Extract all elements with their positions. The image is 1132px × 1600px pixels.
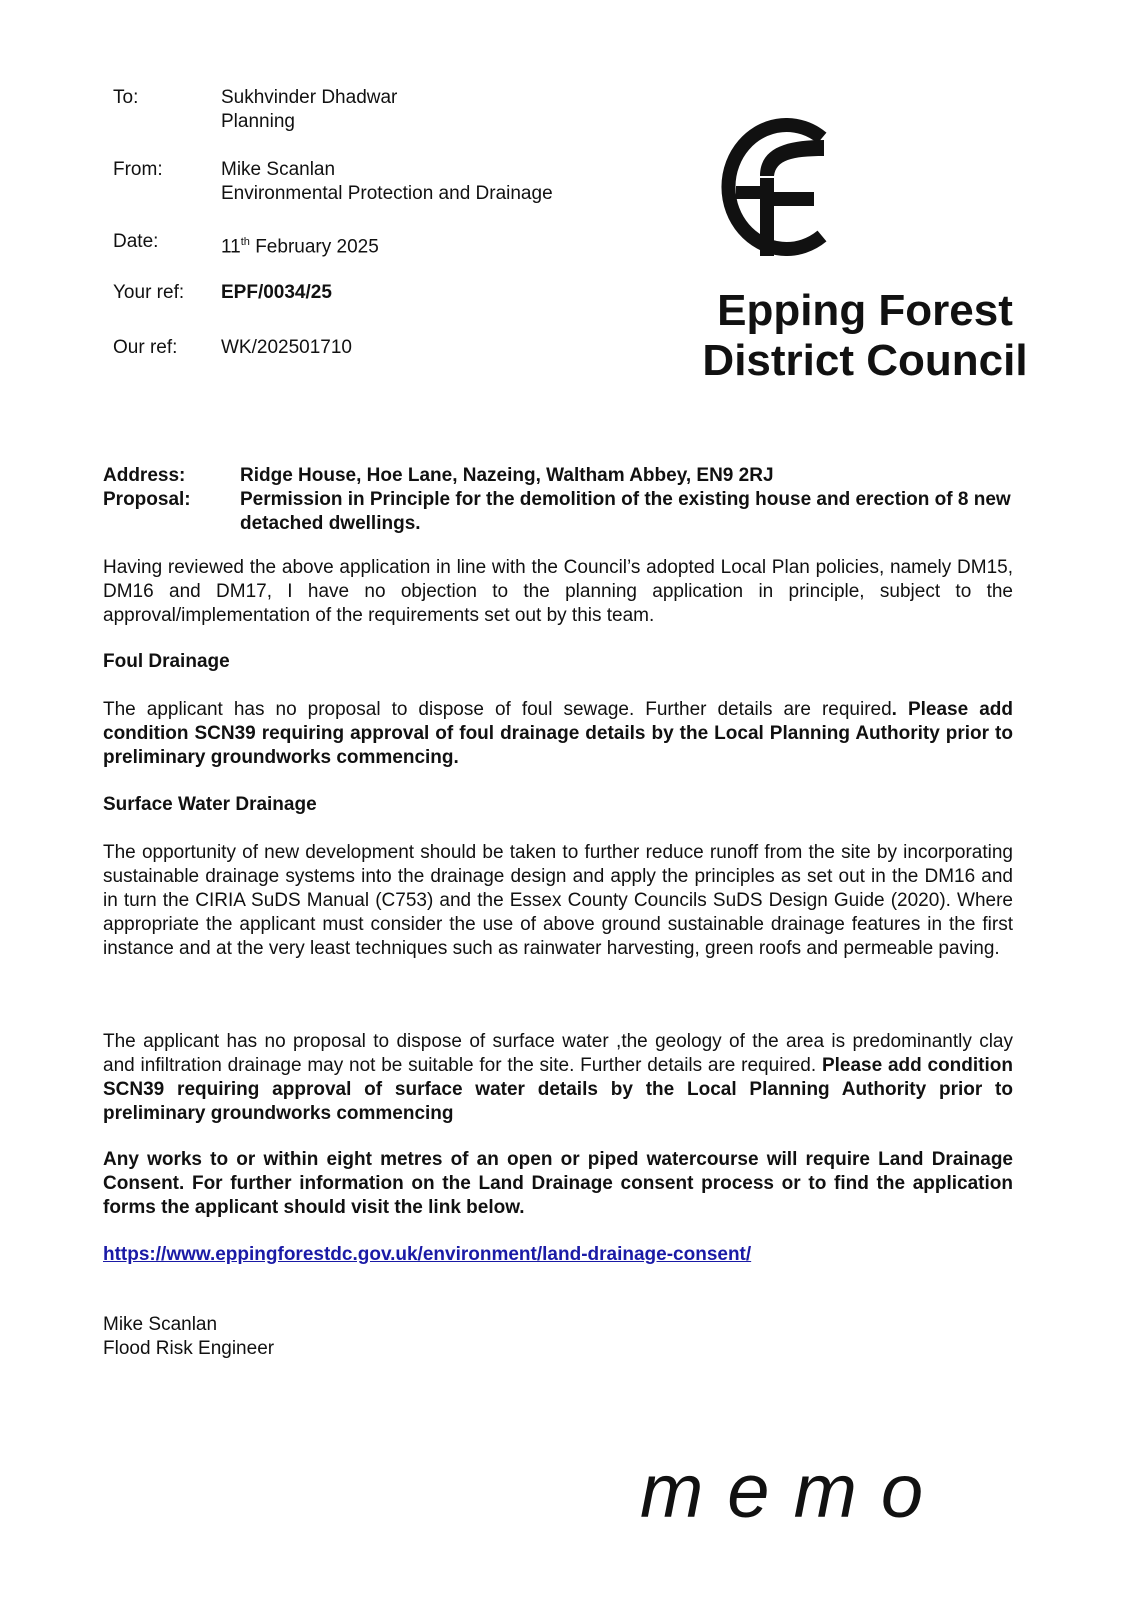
foul-drainage-heading: Foul Drainage — [103, 651, 230, 672]
proposal-value: Permission in Principle for the demolition of the existing house and erection of 8 new detached dwellings. — [240, 489, 1011, 534]
date-label: Date: — [113, 231, 159, 252]
surface-water-paragraph: The opportunity of new development should be taken to further reduce runoff from the site by incorporating sustainable drainage systems into the drainage design and apply the principles as set out in the DM16 and in turn the CIRIA SuDS Manual (C753) and the Essex County Councils SuDS Design Guide (2020). Where appropriate the applicant must consider the use of above ground sustainable drainage features in the first instance and at the very least techniques such as rainwater harvesting, green roofs and permeable paving. — [103, 842, 1013, 959]
from-dept: Environmental Protection and Drainage — [221, 183, 553, 204]
intro-paragraph: Having reviewed the above application in line with the Council’s adopted Local Plan policies, namely DM15, DM16 and DM17, I have no objection to the planning application in principle, subject to the approval/implementation of the requirements set out by this team. — [103, 557, 1013, 626]
surface-water-text-2: The applicant has no proposal to dispose of surface water ,the geology of the area is predominantly clay and infiltration drainage may not be suitable for the site. Further details are required. — [103, 1031, 1013, 1076]
proposal-label: Proposal: — [103, 489, 191, 510]
date-value — [221, 230, 379, 259]
your-ref-label: Your ref: — [113, 282, 185, 303]
land-drainage-consent-paragraph: Any works to or within eight metres of an open or piped watercourse will require Land Drainage Consent. For further information on the Land Drainage consent process or to find the application forms the applicant should visit the link below. — [103, 1149, 1013, 1218]
memo-footer: memo — [640, 1449, 948, 1534]
council-logo-icon — [716, 118, 832, 256]
foul-drainage-paragraph — [103, 698, 1013, 770]
date-rest: February 2025 — [249, 236, 379, 258]
address-label: Address: — [103, 465, 186, 486]
to-name: Sukhvinder Dhadwar — [221, 87, 398, 108]
from-label: From: — [113, 159, 163, 180]
from-name: Mike Scanlan — [221, 159, 336, 180]
foul-drainage-condition: . Please add condition SCN39 requiring approval of foul drainage details by the Local Planning Authority prior to preliminary groundworks commencing. — [103, 699, 1013, 768]
foul-drainage-text: The applicant has no proposal to dispose of foul sewage. Further details are required — [103, 699, 892, 720]
organisation-name — [690, 286, 1040, 386]
organisation-line1: Epping Forest — [717, 286, 1013, 335]
subject-block — [103, 464, 1013, 536]
date-day: 11 — [221, 236, 241, 258]
signature-title: Flood Risk Engineer — [103, 1338, 275, 1359]
address-value: Ridge House, Hoe Lane, Nazeing, Waltham Abbey, EN9 2RJ — [240, 465, 774, 486]
signature-name: Mike Scanlan — [103, 1314, 218, 1335]
date-suffix: th — [240, 236, 250, 248]
to-label: To: — [113, 87, 139, 108]
surface-water-condition: Please add condition SCN39 requiring approval of surface water details by the Local Planning Authority prior to preliminary groundworks commencing — [103, 1055, 1013, 1124]
to-dept: Planning — [221, 111, 295, 132]
surface-water-heading: Surface Water Drainage — [103, 794, 317, 815]
surface-water-paragraph-2 — [103, 1030, 1013, 1126]
your-ref: EPF/0034/25 — [221, 282, 332, 303]
land-drainage-consent-link[interactable]: https://www.eppingforestdc.gov.uk/environment/land-drainage-consent/ — [103, 1244, 752, 1265]
our-ref: WK/202501710 — [221, 337, 352, 358]
our-ref-label: Our ref: — [113, 337, 178, 358]
organisation-line2: District Council — [702, 336, 1028, 385]
